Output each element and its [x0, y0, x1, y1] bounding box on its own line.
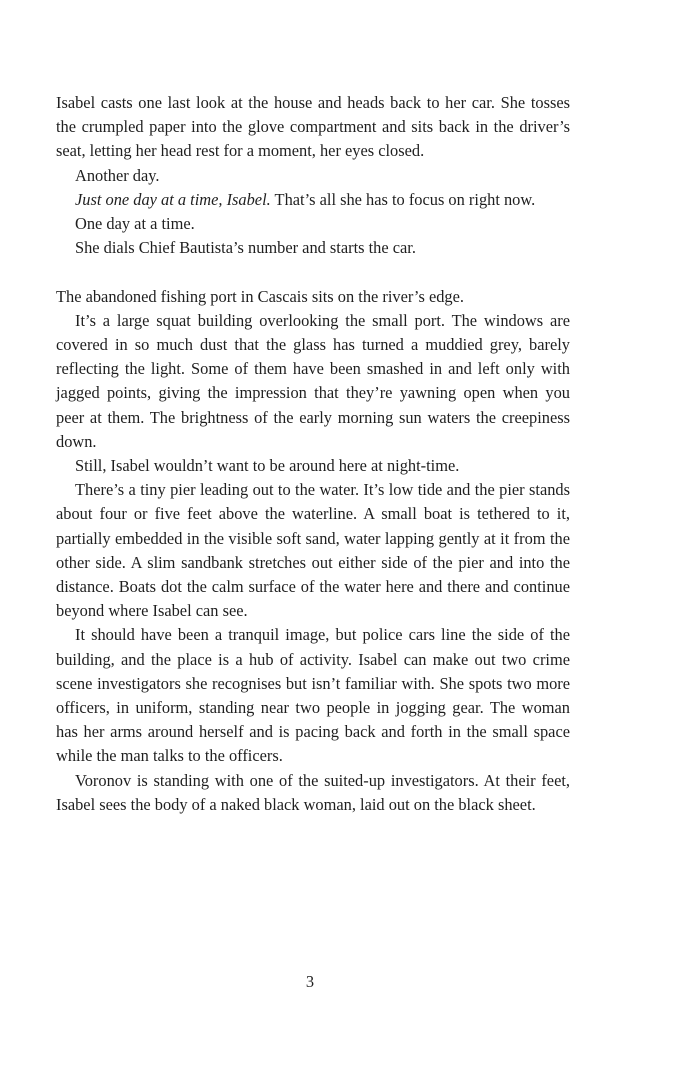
paragraph-5: She dials Chief Bautista’s number and starts the car.	[75, 238, 416, 258]
paragraph-8: Still, Isabel wouldn’t want to be around here at night-time.	[75, 456, 460, 476]
paragraph-11: Voronov is standing with one of the suited-up investigators. At their feet, Isabel sees the body of a naked black woman, laid out on the black sheet.	[56, 770, 570, 814]
italic-thought: Just one day at a time, Isabel.	[75, 189, 271, 209]
body-text	[56, 91, 570, 817]
paragraph-1: Isabel casts one last look at the house and heads back to her car. She tosses the crumpled paper into the glove compartment and sits back in the driver’s seat, letting her head rest for a moment, her eyes closed.	[56, 93, 570, 161]
paragraph-3-rest: That’s all she has to focus on right now.	[270, 189, 536, 209]
paragraph-6: The abandoned fishing port in Cascais sits on the river’s edge.	[56, 286, 465, 306]
paragraph-10: It should have been a tranquil image, but police cars line the side of the building, and the place is a hub of activity. Isabel can make out two crime scene investigators she recognises but isn’t familiar with. She spots two more officers, in uniform, standing near two people in jogging gear. The woman has her arms around herself and is pacing back and forth in the small space while the man talks to the officers.	[56, 625, 570, 766]
paragraph-3	[56, 188, 570, 212]
page-number: 3	[305, 972, 315, 991]
paragraph-7: It’s a large squat building overlooking the small port. The windows are covered in so much dust that the glass has turned a muddied grey, barely reflecting the light. Some of them have been smashed in and left only with jagged points, giving the impression that they’re yawning open when you peer at them. The brightness of the early morning sun waters the creepiness down.	[56, 310, 570, 451]
paragraph-4: One day at a time.	[75, 214, 195, 234]
paragraph-2: Another day.	[75, 165, 160, 185]
paragraph-9: There’s a tiny pier leading out to the water. It’s low tide and the pier stands about four or five feet above the waterline. A small boat is tethered to it, partially embedded in the visible soft sand, water lapping gently at it from the other side. A slim sandbank stretches out either side of the pier and into the distance. Boats dot the calm surface of the water here and there and continue beyond where Isabel can see.	[56, 480, 570, 621]
